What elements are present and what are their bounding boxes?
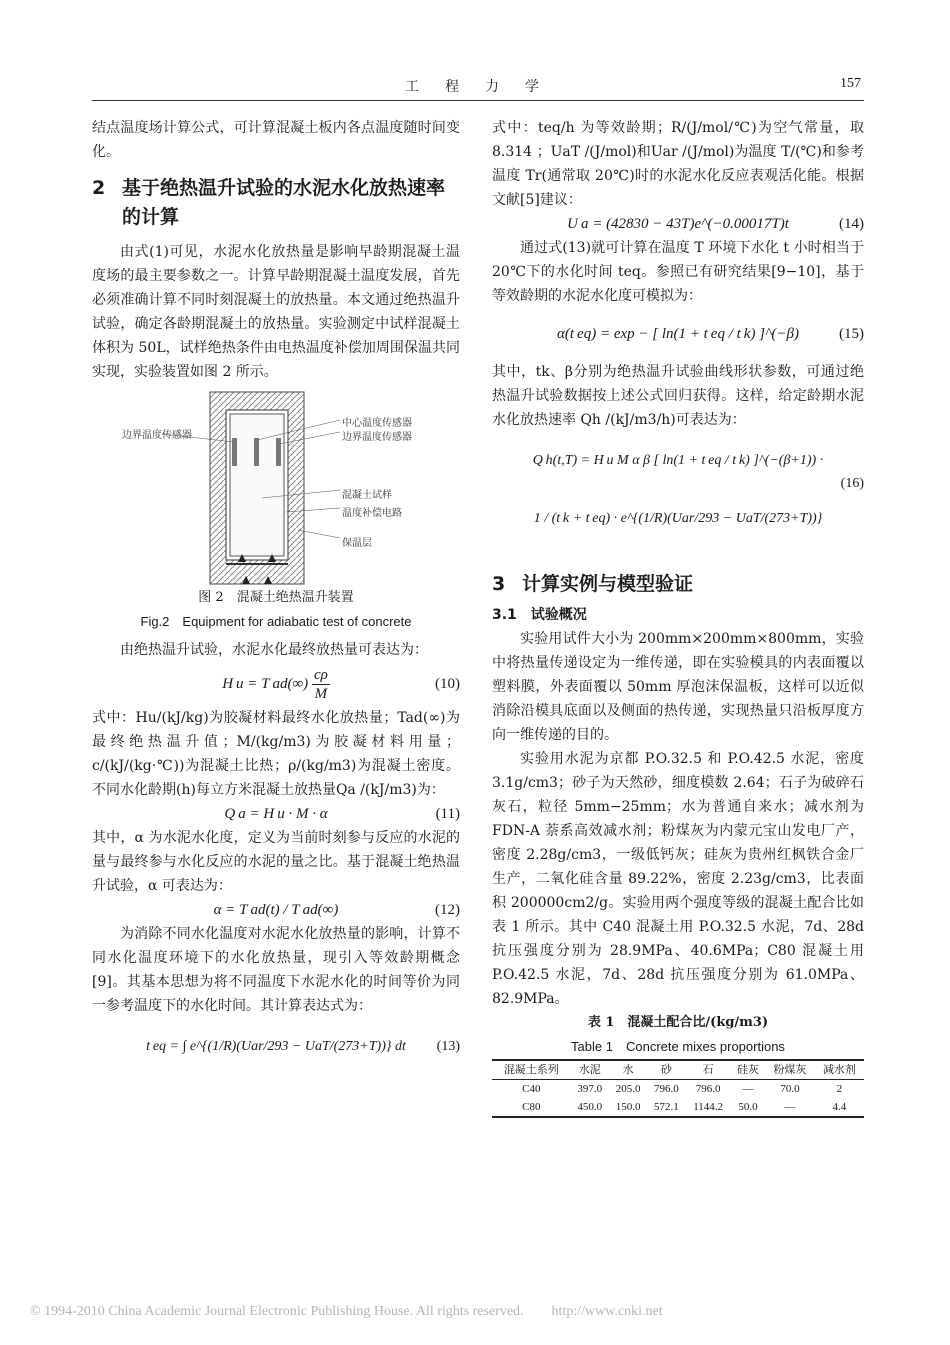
sensor-bar (254, 438, 259, 466)
header-rule (92, 100, 864, 101)
running-header-journal: 工程力学 (405, 79, 565, 95)
table-cell: 2 (836, 1083, 843, 1095)
paragraph: 式中：Hu/(kJ/kg)为胶凝材料最终水化放热量；Tad(∞)为最终绝热温升值；M/(kg/m3)为胶凝材料用量；c/(kJ/(kg·℃))为混凝土比热；ρ/(kg/m3)为混凝土密度。不同水化龄期(h)每立方米混凝土放热量Qa /(kJ/m3)为： (92, 710, 460, 798)
section-number: 3 (492, 573, 506, 595)
section-number: 2 (92, 177, 106, 199)
label-compensation-circuit: 温度补偿电路 (342, 508, 402, 519)
paragraph: 其中，tk、β分别为绝热温升试验曲线形状参数，可通过绝热温升试验数据按上述公式回归获得。这样，给定龄期水泥水化放热速率 Qh /(kJ/m3/h)可表达为： (492, 364, 864, 428)
equation-11 (92, 802, 460, 826)
paragraph: 由式(1)可见，水泥水化放热量是影响早龄期混凝土温度场的最主要参数之一。计算早龄期混凝土温度发展，首先必须准确计算不同时刻混凝土的放热量。本文通过绝热温升试验，确定各龄期混凝土的放热量。实验测定中试样混凝土体积为 50L，试样绝热条件由电热温度补偿加周围保温共同实现，实验装置如图 2 所示。 (92, 244, 460, 380)
table-cell: 50.0 (738, 1101, 758, 1113)
subsection-3-1-heading: 3.1 试验概况 (492, 607, 587, 623)
section-3-heading (492, 570, 864, 599)
table-cell: 4.4 (832, 1101, 847, 1113)
table-cell: 1144.2 (693, 1101, 724, 1113)
table-header-cell: 减水剂 (822, 1064, 856, 1076)
table-header-cell: 水 (622, 1064, 634, 1076)
equation-line-1: Q h(t,T) = H u M α β [ ln(1 + t eq / t k) ]^(−(β+1)) · (532, 453, 824, 468)
equation-10 (92, 662, 460, 706)
left-column (92, 116, 460, 1076)
equation-number: (14) (839, 216, 864, 232)
table-header-cell: 混凝土系列 (503, 1064, 559, 1076)
table-header-cell: 砂 (660, 1064, 672, 1076)
paragraph: 为消除不同水化温度对水泥水化放热量的影响，计算不同水化温度环境下的水化放热量，现引入等效龄期概念[9]。其基本思想为将不同温度下水泥水化的时间等价为同一参考温度下的水化时间。其计算表达式为： (92, 926, 460, 1014)
equation-body: Q a = H u · M · α (224, 806, 328, 822)
table-cell: 205.0 (615, 1083, 641, 1095)
numerator: cρ (313, 667, 328, 684)
label-boundary-sensor-2: 边界温度传感器 (342, 432, 412, 443)
table-cell: 572.1 (654, 1101, 679, 1113)
equation-lhs: H u = T ad(∞) (222, 676, 309, 692)
paragraph: 实验用水泥为京都 P.O.32.5 和 P.O.42.5 水泥，密度 3.1g/cm3；砂子为天然砂，细度模数 2.64；石子为破碎石灰石，粒径 5mm−25mm；水为普通自来水；减水剂为 FDN-A 萘系高效减水剂；粉煤灰为内蒙元宝山发电厂产，密度 2.28g/cm3，一级低钙灰；硅灰为贵州红枫铁合金厂生产，二氧化硅含量 89.22%，密度 2.23g/cm3，比表面积 200000cm2/g。实验用两个强度等级的混凝土配合比如表 1 所示。其中 C40 混凝土用 P.O.32.5 水泥，7d、28d 抗压强度分别为 28.9MPa、40.6MPa；C80 混凝土用 P.O.42.5 水泥，7d、28d 抗压强度分别为 61.0MPa、82.9MPa。 (492, 751, 864, 1007)
table-caption-en: Table 1 Concrete mixes proportions (571, 1039, 785, 1054)
section-2-heading (92, 174, 460, 232)
table-cell: 796.0 (695, 1083, 721, 1095)
equation-number: (11) (435, 806, 460, 822)
table-row (492, 1080, 864, 1099)
mix-proportions-table (492, 1059, 864, 1118)
equation-body: α(t eq) = exp − [ ln(1 + t eq / t k) ]^(−β) (557, 326, 799, 342)
table-cell: 70.0 (780, 1083, 800, 1095)
equation-number: (16) (840, 476, 864, 491)
page-number: 157 (840, 76, 861, 91)
table-cell: — (742, 1083, 754, 1095)
equation-body: α = T ad(t) / T ad(∞) (213, 902, 339, 918)
equation-number: (12) (435, 902, 460, 918)
figure-2-apparatus (92, 384, 460, 586)
table-cell: 397.0 (577, 1083, 603, 1095)
paragraph: 式中：teq/h 为等效龄期；R/(J/mol/℃)为空气常量，取 8.314 ；UaT /(J/mol)和Uar /(J/mol)为温度 T/(℃)和参考温度 Tr(通常取 20℃)时的水泥水化反应表观活化能。根据文献[5]建议： (492, 120, 864, 208)
table-header-cell: 粉煤灰 (773, 1064, 807, 1076)
table-row (492, 1098, 864, 1117)
equation-number: (15) (839, 326, 864, 342)
fraction (312, 666, 330, 703)
sensor-bar (232, 438, 237, 466)
paragraph: 由绝热温升试验，水泥水化最终放热量可表达为： (120, 642, 428, 658)
table-header-cell: 水泥 (578, 1064, 601, 1076)
equation-13 (92, 1018, 460, 1076)
label-boundary-sensor: 边界温度传感器 (122, 430, 192, 441)
equation-12 (92, 898, 460, 922)
table-header-cell: 硅灰 (736, 1064, 759, 1076)
paragraph: 通过式(13)就可计算在温度 T 环境下水化 t 小时相当于 20℃下的水化时间 teq。参照已有研究结果[9−10]，基于等效龄期的水泥水化度可模拟为： (492, 240, 864, 304)
figure-caption-cn: 图 2 混凝土绝热温升装置 (198, 590, 354, 605)
equation-number: (13) (436, 1039, 460, 1054)
label-center-sensor: 中心温度传感器 (342, 418, 412, 429)
sensor-bar (276, 438, 281, 466)
equation-14 (492, 212, 864, 236)
denominator: M (314, 686, 328, 703)
table-caption-cn: 表 1 混凝土配合比/(kg/m3) (587, 1015, 769, 1030)
table-cell: — (784, 1101, 796, 1113)
table-cell: 450.0 (577, 1101, 603, 1113)
paragraph: 其中，α 为水泥水化度，定义为当前时刻参与反应的水泥的量与最终参与水化反应的水泥的量之比。基于混凝土绝热温升试验，α 可表达为： (92, 830, 460, 894)
equation-15 (492, 308, 864, 360)
paragraph: 实验用试件大小为 200mm×200mm×800mm，实验中将热量传递设定为一维传递，即在实验模具的内表面覆以塑料膜，外表面覆以 50mm 厚泡沫保温板，这样可以近似消除沿模具底面以及侧面的热传递，实现热量只沿板厚度方向一维传递的目的。 (492, 631, 864, 743)
table-header-row (492, 1060, 864, 1080)
table-header-cell: 石 (702, 1064, 714, 1076)
copyright-footer: © 1994-2010 China Academic Journal Electronic Publishing House. All rights reserved. http://www.cnki.net (30, 1304, 663, 1319)
section-title: 基于绝热温升试验的水泥水化放热速率的计算 (122, 177, 446, 228)
section-title: 计算实例与模型验证 (522, 573, 694, 595)
table-cell: 150.0 (615, 1101, 641, 1113)
label-specimen: 混凝土试样 (342, 490, 392, 501)
paragraph: 结点温度场计算公式，可计算混凝土板内各点温度随时间变化。 (92, 120, 460, 160)
equation-number: (10) (435, 676, 460, 692)
table-cell: C40 (522, 1083, 541, 1095)
equation-line-2: 1 / (t k + t eq) · e^{(1/R)(Uar/293 − UaT/(273+T))} (533, 511, 823, 526)
right-column (492, 116, 864, 1118)
equation-body: U a = (42830 − 43T)e^(−0.00017T)t (567, 216, 789, 232)
label-insulation: 保温层 (342, 538, 372, 549)
table-cell: 796.0 (654, 1083, 679, 1095)
figure-caption-en: Fig.2 Equipment for adiabatic test of concrete (140, 614, 412, 629)
equation-16 (492, 432, 864, 560)
equation-body: t eq = ∫ e^{(1/R)(Uar/293 − UaT/(273+T))} dt (146, 1039, 406, 1054)
table-cell: C80 (522, 1101, 541, 1113)
